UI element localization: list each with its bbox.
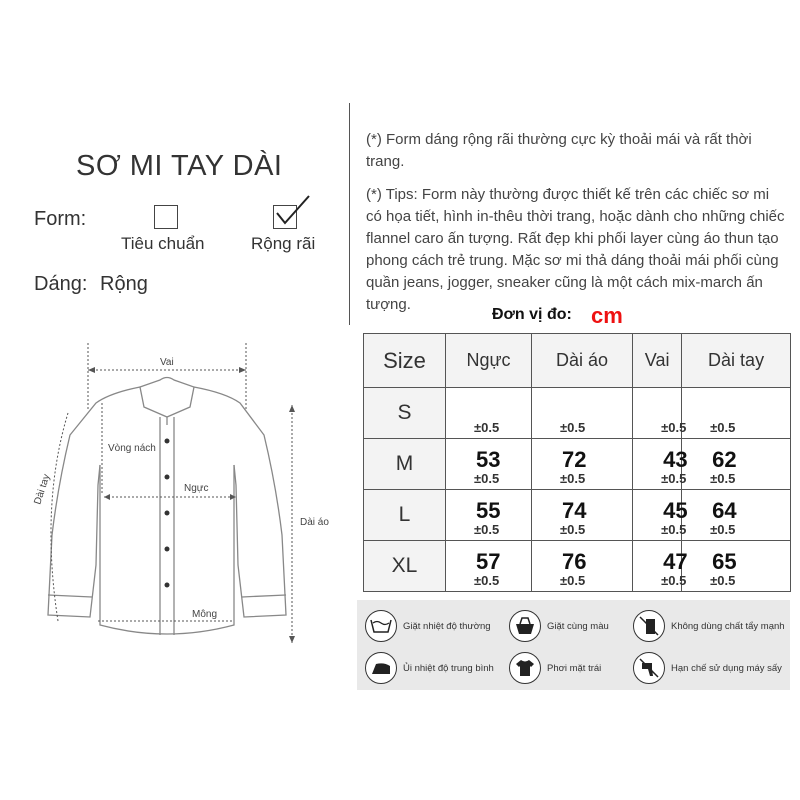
value-nguc: 57 [476, 549, 501, 574]
option-standard-label: Tiêu chuẩn [121, 234, 205, 253]
tolerance: ±0.5 [559, 420, 586, 435]
wash-icon [365, 610, 397, 642]
tolerance: ±0.5 [710, 522, 736, 537]
tolerance: ±0.5 [559, 471, 586, 486]
product-title: SƠ MI TAY DÀI [76, 150, 283, 182]
value-dai-ao: 72 [561, 447, 587, 472]
note-tips: (*) Tips: Form này thường được thiết kế trên các chiếc sơ mi có họa tiết, hình in-thêu thời trang, hoặc dành cho những chiếc flannel caro ấn tượng. Rất đẹp khi phối layer cùng áo thun tạo phong cách trẻ trung. Mặc sơ mi thả dáng thoải mái phối cùng quần jeans, jogger, sneaker cũng là một cách mix-march ấn tượng. [366, 186, 785, 313]
value-dai-ao: 74 [561, 498, 587, 523]
vertical-divider [349, 103, 350, 325]
care-text: Không dùng chất tẩy mạnh [671, 620, 785, 632]
no-dryer-icon [633, 652, 665, 684]
tolerance: ±0.5 [710, 471, 736, 486]
shirt-measurement-diagram [0, 325, 350, 655]
header-dai-ao: Dài áo [531, 334, 632, 388]
unit-value: cm [591, 303, 623, 328]
tolerance: ±0.5 [710, 573, 736, 588]
size-xl: XL [364, 541, 446, 592]
tolerance: ±0.5 [559, 522, 586, 537]
tolerance: ±0.5 [661, 573, 687, 588]
table-row [364, 490, 791, 541]
label-vong-nach: Vòng nách [108, 443, 156, 454]
unit-label: Đơn vị đo: [492, 306, 572, 323]
header-nguc: Ngực [446, 334, 532, 388]
care-text: Giặt cùng màu [547, 620, 609, 632]
fit-label: Dáng: [34, 273, 88, 295]
checkbox-standard[interactable] [154, 205, 178, 229]
care-item [365, 610, 491, 642]
label-nguc: Ngực [184, 483, 209, 494]
label-vai: Vai [160, 357, 174, 368]
option-relaxed-label: Rộng rãi [251, 234, 316, 253]
size-table [363, 333, 791, 592]
care-item [365, 652, 494, 684]
tolerance: ±0.5 [474, 573, 500, 588]
value-dai-tay: 64 [712, 498, 737, 523]
care-text: Giặt nhiệt độ thường [403, 620, 491, 632]
care-text: Ủi nhiệt độ trung bình [403, 662, 494, 674]
dry-inside-out-icon [509, 652, 541, 684]
care-text: Hạn chế sử dụng máy sấy [671, 662, 782, 674]
value-vai: 45 [663, 498, 688, 523]
label-mong: Mông [192, 609, 218, 620]
size-m: M [364, 439, 446, 490]
size-l: L [364, 490, 446, 541]
size-s: S [364, 388, 446, 439]
table-row [364, 541, 791, 592]
care-item [509, 652, 601, 684]
tolerance: ±0.5 [661, 471, 687, 486]
value-dai-tay: 65 [712, 549, 737, 574]
checkmark-icon [273, 193, 313, 229]
tolerance: ±0.5 [474, 420, 500, 435]
care-instructions [357, 600, 790, 690]
tolerance: ±0.5 [661, 420, 687, 435]
same-color-wash-icon [509, 610, 541, 642]
table-row [364, 439, 791, 490]
header-vai: Vai [633, 334, 682, 388]
form-label: Form: [34, 208, 87, 230]
tolerance: ±0.5 [559, 573, 586, 588]
fit-value: Rộng [100, 273, 148, 295]
label-dai-tay: Dài tay [32, 472, 53, 506]
care-text: Phơi mặt trái [547, 662, 602, 674]
no-bleach-icon [633, 610, 665, 642]
tolerance: ±0.5 [710, 420, 736, 435]
table-row [364, 388, 791, 439]
tolerance: ±0.5 [661, 522, 687, 537]
care-item [633, 652, 782, 684]
note-form: (*) Form dáng rộng rãi thường cực kỳ thoải mái và rất thời trang. [366, 131, 752, 170]
value-vai: 47 [663, 549, 688, 574]
header-dai-tay: Dài tay [682, 334, 791, 388]
tolerance: ±0.5 [474, 522, 500, 537]
value-dai-tay: 62 [712, 447, 737, 472]
care-item [633, 610, 785, 642]
value-nguc: 55 [476, 498, 501, 523]
iron-icon [365, 652, 397, 684]
label-dai-ao: Dài áo [300, 517, 329, 528]
value-nguc: 53 [476, 447, 501, 472]
header-size: Size [364, 334, 446, 388]
value-dai-ao: 76 [561, 549, 587, 574]
tolerance: ±0.5 [474, 471, 500, 486]
table-header-row [364, 334, 791, 388]
value-vai: 43 [663, 447, 688, 472]
care-item [509, 610, 609, 642]
